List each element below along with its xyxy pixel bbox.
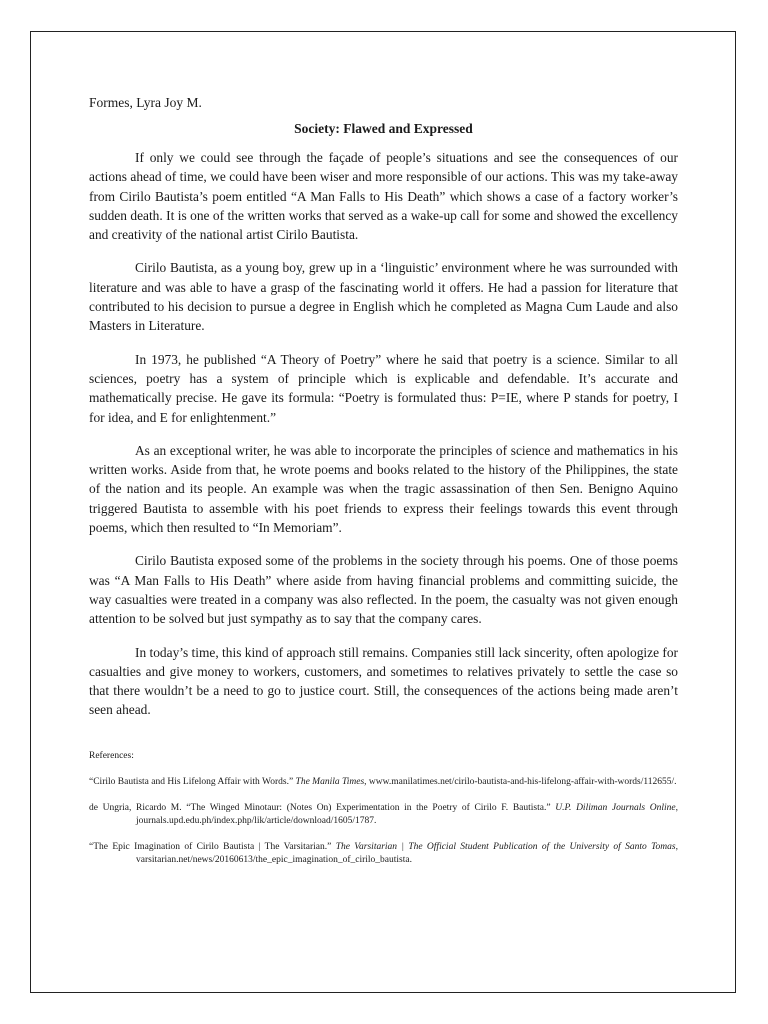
- essay-title: Society: Flawed and Expressed: [294, 121, 473, 136]
- document-body: [89, 93, 678, 880]
- reference-url: , journals.upd.edu.ph/index.php/lik/article/download/1605/1787.: [136, 803, 678, 826]
- paragraph-1: If only we could see through the façade of people’s situations and see the consequences of our actions ahead of time, we could have been wiser and more responsible of our actions. This was my take-away from Cirilo Bautista’s poem entitled “A Man Falls to His Death” which shows a case of a factory worker’s sudden death. It is one of the written works that served as a wake-up call for some and showed the excellency and creativity of the national artist Cirilo Bautista.: [89, 150, 678, 243]
- reference-source: The Varsitarian | The Official Student Publication of the University of Santo Tomas: [335, 842, 676, 853]
- paragraph-2: Cirilo Bautista, as a young boy, grew up in a ‘linguistic’ environment where he was surrounded with literature and was able to have a grasp of the fascinating world it offers. He had a passion for literature that contributed to his decision to pursue a degree in English which he completed as Magna Cum Laude and also Masters in Literature.: [89, 260, 678, 334]
- reference-source: U.P. Diliman Journals Online: [555, 803, 676, 814]
- reference-text: de Ungria, Ricardo M. “The Winged Minotaur: (Notes On) Experimentation in the Poetry of Cirilo F. Bautista.”: [89, 803, 556, 814]
- reference-text: “The Epic Imagination of Cirilo Bautista | The Varsitarian.”: [89, 842, 336, 853]
- reference-source: The Manila Times: [295, 776, 365, 787]
- reference-item: [89, 802, 678, 827]
- paragraph-5: Cirilo Bautista exposed some of the problems in the society through his poems. One of those poems was “A Man Falls to His Death” where aside from having financial problems and committing suicide, the way casualties were treated in a company was also reflected. In the poem, the casualty was not given enough attention to be solved but just sympathy as to say that the company cares.: [89, 553, 678, 627]
- reference-url: , www.manilatimes.net/cirilo-bautista-and-his-lifelong-affair-with-words/112655/.: [364, 776, 677, 787]
- references-heading: References:: [89, 750, 134, 761]
- reference-item: [89, 776, 678, 789]
- paragraph-3: In 1973, he published “A Theory of Poetry” where he said that poetry is a science. Similar to all sciences, poetry has a system of principle which is explicable and defendable. It’s accurate and mathematically precise. He gave its formula: “Poetry is formulated thus: P=IE, where P stands for poetry, I for idea, and E for enlightenment.”: [89, 351, 678, 425]
- reference-url: , varsitarian.net/news/20160613/the_epic_imagination_of_cirilo_bautista.: [136, 842, 678, 865]
- reference-item: [89, 841, 678, 866]
- reference-text: “Cirilo Bautista and His Lifelong Affair with Words.”: [89, 776, 296, 787]
- paragraph-4: As an exceptional writer, he was able to incorporate the principles of science and mathematics in his written works. Aside from that, he wrote poems and books related to the history of the Philippines, the state of the nation and its people. An example was when the tragic assassination of then Sen. Benigno Aquino triggered Bautista to assemble with his poet friends to express their feelings towards this event through poems, which then resulted to “In Memoriam”.: [89, 442, 678, 536]
- paragraph-6: In today’s time, this kind of approach still remains. Companies still lack sincerity, often apologize for casualties and give money to workers, customers, and sometimes to relatives privately to settle the case so that there wouldn’t be a need to go to justice court. Still, the consequences of the actions being made aren’t seen ahead.: [89, 644, 678, 718]
- author-name: Formes, Lyra Joy M.: [89, 95, 202, 110]
